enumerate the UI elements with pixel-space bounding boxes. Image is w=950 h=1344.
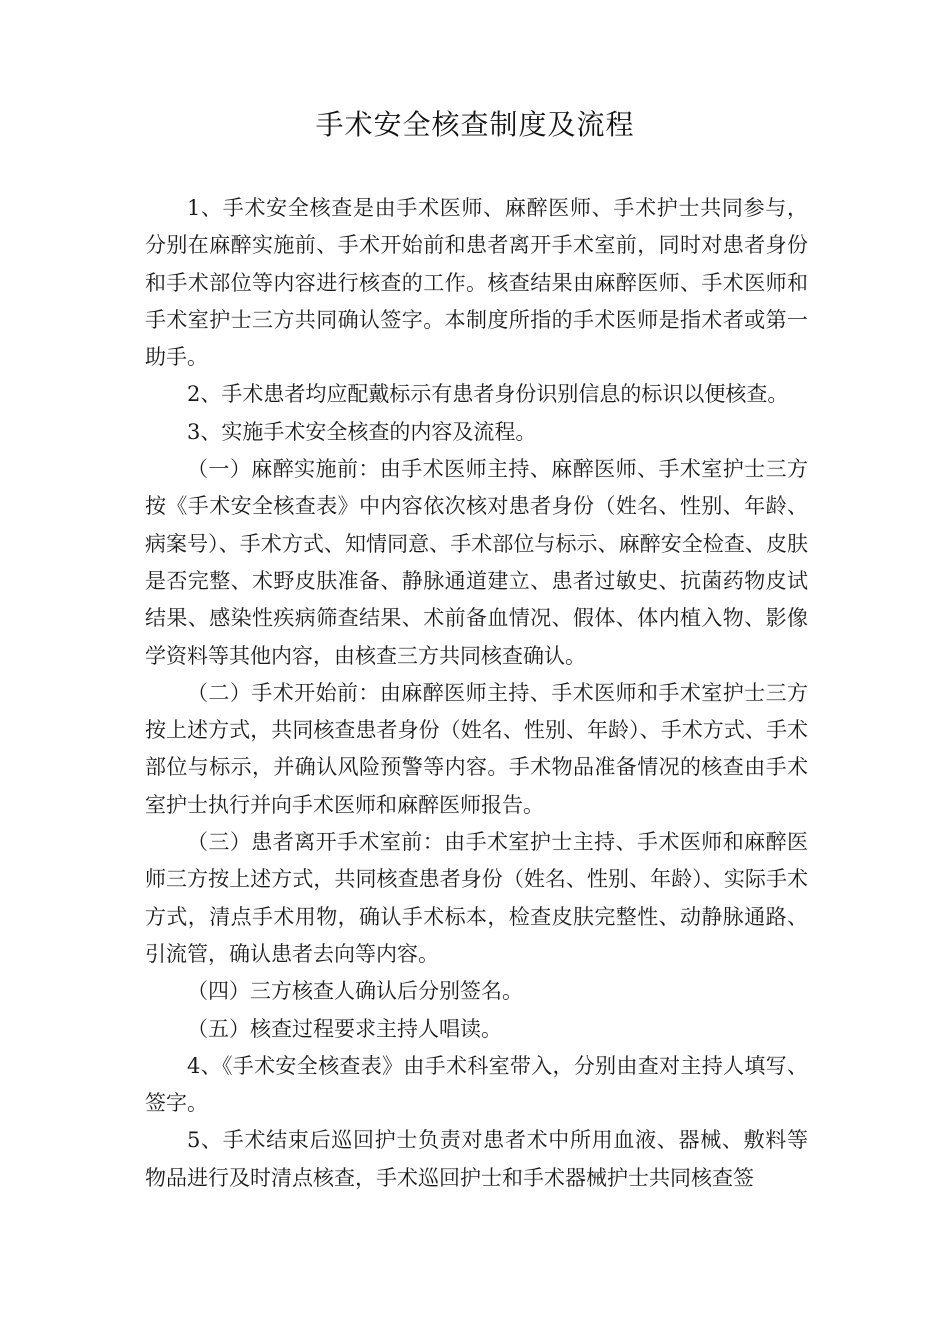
paragraph-3: 3、实施手术安全核查的内容及流程。 bbox=[187, 419, 537, 444]
paragraph-3-1: （一）麻醉实施前：由手术医师主持、麻醉医师、手术室护士三方按《手术安全核查表》中内容依次核对患者身份（姓名、性别、年龄、病案号）、手术方式、知情同意、手术部位与标示、麻醉安全检查、皮肤是否完整、术野皮肤准备、静脉通道建立、患者过敏史、抗菌药物皮试结果、感染性疾病筛查结果、术前备血情况、假体、体内植入物、影像学资料等其他内容，由核查三方共同核查确认。 bbox=[145, 457, 808, 668]
document-title: 手术安全核查制度及流程 bbox=[315, 108, 635, 141]
paragraph-3-4: （四）三方核查人确认后分别签名。 bbox=[187, 979, 523, 1004]
paragraph-4: 4、《手术安全核查表》由手术科室带入，分别由查对主持人填写、签字。 bbox=[145, 1053, 808, 1116]
paragraph-3-3: （三）患者离开手术室前：由手术室护士主持、手术医师和麻醉医师三方按上述方式，共同核查患者身份（姓名、性别、年龄）、实际手术方式，清点手术用物，确认手术标本，检查皮肤完整性、动静脉通路、引流管，确认患者去向等内容。 bbox=[145, 830, 808, 966]
paragraph-1: 1、手术安全核查是由手术医师、麻醉医师、手术护士共同参与，分别在麻醉实施前、手术开始前和患者离开手术室前，同时对患者身份和手术部位等内容进行核查的工作。核查结果由麻醉医师、手术医师和手术室护士三方共同确认签字。本制度所指的手术医师是指术者或第一助手。 bbox=[145, 196, 808, 370]
document-body bbox=[145, 190, 808, 1197]
paragraph-3-2: （二）手术开始前：由麻醉医师主持、手术医师和手术室护士三方按上述方式，共同核查患者身份（姓名、性别、年龄）、手术方式、手术部位与标示，并确认风险预警等内容。手术物品准备情况的核查由手术室护士执行并向手术医师和麻醉医师报告。 bbox=[145, 680, 808, 817]
paragraph-3-5: （五）核查过程要求主持人唱读。 bbox=[187, 1016, 502, 1041]
paragraph-5: 5、手术结束后巡回护士负责对患者术中所用血液、器械、敷料等物品进行及时清点核查，手术巡回护士和手术器械护士共同核查签 bbox=[145, 1128, 808, 1190]
paragraph-2: 2、手术患者均应配戴标示有患者身份识别信息的标识以便核查。 bbox=[187, 382, 789, 407]
